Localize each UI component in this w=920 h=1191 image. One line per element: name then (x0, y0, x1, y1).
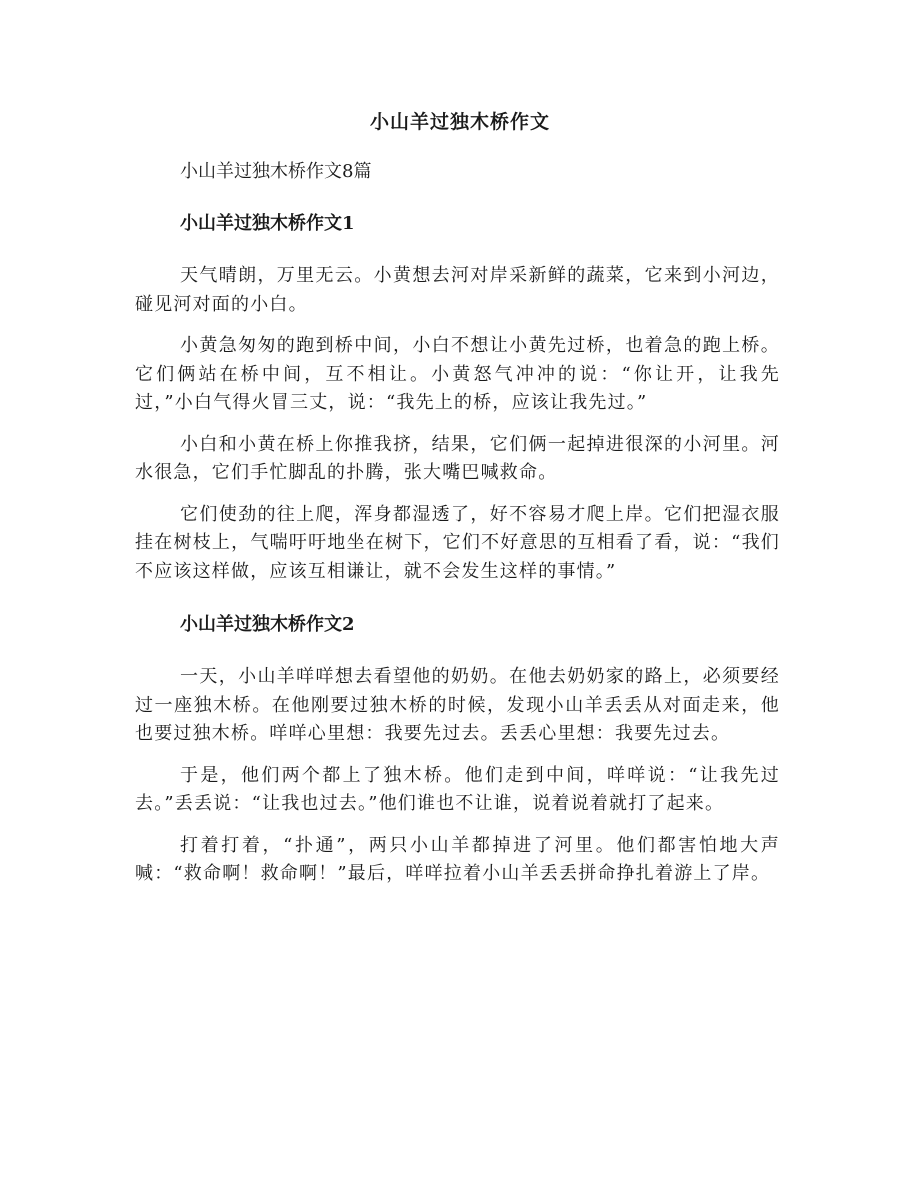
document-subtitle: 小山羊过独木桥作文8篇 (180, 161, 372, 182)
paragraph: 一天，小山羊咩咩想去看望他的奶奶。在他去奶奶家的路上，必须要经过一座独木桥。在他刚要过独木桥的时候，发现小山羊丢丢从对面走来，他也要过独木桥。咩咩心里想：我要先过去。丢丢心里想：我要先过去。 (135, 666, 780, 744)
paragraph: 天气晴朗，万里无云。小黄想去河对岸采新鲜的蔬菜，它来到小河边，碰见河对面的小白。 (135, 265, 780, 315)
document-body (135, 158, 780, 902)
paragraph: 小黄急匆匆的跑到桥中间，小白不想让小黄先过桥，也着急的跑上桥。它们俩站在桥中间，互不相让。小黄怒气冲冲的说：“你让开，让我先过，”小白气得火冒三丈，说：“我先上的桥，应该让我先过。” (135, 335, 780, 413)
paragraph: 打着打着，“扑通”，两只小山羊都掉进了河里。他们都害怕地大声喊：“救命啊！救命啊！”最后，咩咩拉着小山羊丢丢拼命挣扎着游上了岸。 (135, 834, 780, 884)
section-1 (135, 210, 780, 586)
section-gap (135, 599, 780, 611)
section-heading: 小山羊过独木桥作文1 (180, 213, 355, 234)
paragraph: 小白和小黄在桥上你推我挤，结果，它们俩一起掉进很深的小河里。河水很急，它们手忙脚乱的扑腾，张大嘴巴喊救命。 (135, 433, 780, 483)
section-2 (135, 611, 780, 889)
paragraph: 它们使劲的往上爬，浑身都湿透了，好不容易才爬上岸。它们把湿衣服挂在树枝上，气喘吁吁地坐在树下，它们不好意思的互相看了看，说：“我们不应该这样做，应该互相谦让，就不会发生这样的事情。” (135, 503, 780, 582)
section-heading: 小山羊过独木桥作文2 (180, 614, 355, 635)
paragraph: 于是，他们两个都上了独木桥。他们走到中间，咩咩说：“让我先过去。”丢丢说：“让我也过去。”他们谁也不让谁，说着说着就打了起来。 (135, 764, 780, 814)
document-title: 小山羊过独木桥作文 (369, 111, 550, 133)
